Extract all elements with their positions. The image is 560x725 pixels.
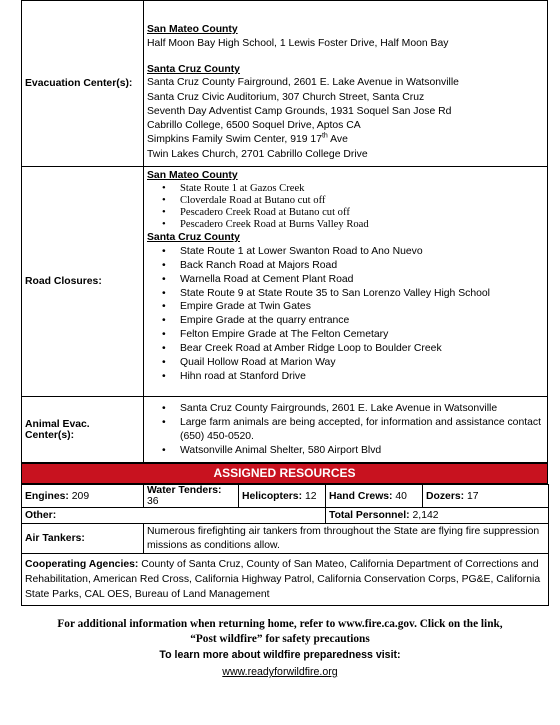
cooperating-agencies-text: County of Santa Cruz, County of San Mateo, California Department of Corrections and Rehabilitation, American Red Cross, California Highway Patrol, California Conservation Corps, PG&E, California State Parks, CAL OES, Bureau of Land Management (25, 559, 541, 600)
closure-item: • Back Ranch Road at Majors Road (147, 259, 544, 273)
evacuation-content (144, 1, 548, 167)
hand-crews-label: Hand Crews: (329, 490, 393, 502)
air-tankers-row (22, 524, 549, 554)
closure-item: • Warnella Road at Cement Plant Road (147, 273, 544, 287)
santa-cruz-closures (147, 245, 544, 384)
footer (0, 617, 560, 678)
road-closures-row (22, 167, 548, 397)
closure-item: • Bear Creek Road at Amber Ridge Loop to Boulder Creek (147, 342, 544, 356)
closure-item: • Pescadero Creek Road at Burns Valley Road (147, 219, 544, 231)
animal-evac-item: • Large farm animals are being accepted, for information and assistance contact (650) 450-0520. (147, 416, 544, 444)
dozers-value: 17 (467, 490, 479, 502)
other-cell (22, 508, 326, 524)
engines-cell (22, 485, 144, 508)
evac-center: Seventh Day Adventist Camp Grounds, 1931 Soquel San Jose Rd (147, 105, 452, 117)
animal-evac-item: • Watsonville Animal Shelter, 580 Airport Blvd (147, 444, 544, 458)
closure-item: • Quail Hollow Road at Marion Way (147, 356, 544, 370)
county-heading: San Mateo County (147, 24, 238, 35)
water-tenders-label: Water Tenders: (147, 485, 222, 496)
san-mateo-closures (147, 183, 544, 232)
footer-return-home-note: For additional information when returning home, refer to www.fire.ca.gov. Click on the link, (57, 618, 503, 630)
county-heading: Santa Cruz County (147, 63, 240, 75)
road-closures-label: Road Closures: (22, 167, 144, 397)
air-tankers-label: Air Tankers: (25, 533, 85, 544)
evac-center (147, 133, 544, 147)
hand-crews-value: 40 (395, 490, 407, 502)
footer-post-wildfire-note: “Post wildfire” for safety precautions (190, 633, 370, 645)
dozers-cell (423, 485, 549, 508)
info-table (21, 0, 548, 463)
county-heading: San Mateo County (147, 170, 238, 181)
helicopters-value: 12 (304, 490, 317, 502)
other-row (22, 508, 549, 524)
closure-item: • Felton Empire Grade at The Felton Cemetary (147, 328, 544, 342)
animal-evac-row (22, 397, 548, 463)
resources-table (21, 484, 549, 606)
resource-counts-row (22, 485, 549, 508)
closure-item: • Pescadero Creek Road at Butano cut off (147, 207, 544, 219)
readyforwildfire-link[interactable]: www.readyforwildfire.org (222, 666, 338, 678)
closure-item: • State Route 9 at State Route 35 to San Lorenzo Valley High School (147, 287, 544, 301)
ordinal-suffix: th (321, 133, 328, 141)
helicopters-cell (239, 485, 326, 508)
hand-crews-cell (326, 485, 423, 508)
closure-item: • State Route 1 at Lower Swanton Road to Ano Nuevo (147, 245, 544, 259)
personnel-value: 2,142 (412, 510, 439, 521)
engines-label: Engines: (25, 490, 69, 502)
personnel-cell (326, 508, 549, 524)
closure-item: • Hihn road at Stanford Drive (147, 370, 544, 384)
incident-sheet (21, 0, 548, 606)
animal-evac-content (144, 397, 548, 463)
road-closures-content (144, 167, 548, 397)
evac-center: Santa Cruz County Fairground, 2601 E. Lake Avenue in Watsonville (147, 77, 459, 89)
helicopters-label: Helicopters: (242, 490, 303, 502)
other-label: Other: (25, 510, 57, 521)
cooperating-agencies-cell (22, 554, 549, 606)
personnel-label: Total Personnel: (329, 510, 410, 521)
air-tankers-text: Numerous firefighting air tankers from throughout the State are flying fire suppression missions as conditions allow. (144, 524, 549, 554)
closure-item: • Empire Grade at the quarry entrance (147, 314, 544, 328)
dozers-label: Dozers: (426, 490, 465, 502)
water-tenders-value: 36 (147, 496, 159, 507)
air-tankers-label-cell (22, 524, 144, 554)
evac-center: Santa Cruz Civic Auditorium, 307 Church Street, Santa Cruz (147, 91, 425, 103)
cooperating-agencies-label: Cooperating Agencies: (25, 559, 139, 570)
animal-evac-list (147, 402, 544, 458)
evac-center: Half Moon Bay High School, 1 Lewis Foster Drive, Half Moon Bay (147, 37, 449, 49)
water-tenders-cell (144, 485, 239, 508)
evac-center: Cabrillo College, 6500 Soquel Drive, Aptos CA (147, 120, 361, 132)
evac-center-text: Simpkins Family Swim Center, 919 17 (147, 134, 322, 146)
evacuation-label: Evacuation Center(s): (22, 1, 144, 167)
evac-center-text: Ave (327, 134, 348, 146)
engines-value: 209 (71, 490, 90, 502)
assigned-resources-banner: ASSIGNED RESOURCES (21, 463, 548, 484)
evacuation-row (22, 1, 548, 167)
footer-preparedness-heading: To learn more about wildfire preparedness visit: (159, 649, 401, 661)
closure-item: • State Route 1 at Gazos Creek (147, 183, 544, 195)
animal-evac-item: • Santa Cruz County Fairgrounds, 2601 E. Lake Avenue in Watsonville (147, 402, 544, 416)
animal-evac-label: Animal Evac. Center(s): (22, 397, 144, 463)
closure-item: • Empire Grade at Twin Gates (147, 300, 544, 314)
county-heading: Santa Cruz County (147, 232, 240, 244)
evac-center: Twin Lakes Church, 2701 Cabrillo College Drive (147, 148, 368, 160)
cooperating-agencies-row (22, 554, 549, 606)
closure-item: • Cloverdale Road at Butano cut off (147, 195, 544, 207)
